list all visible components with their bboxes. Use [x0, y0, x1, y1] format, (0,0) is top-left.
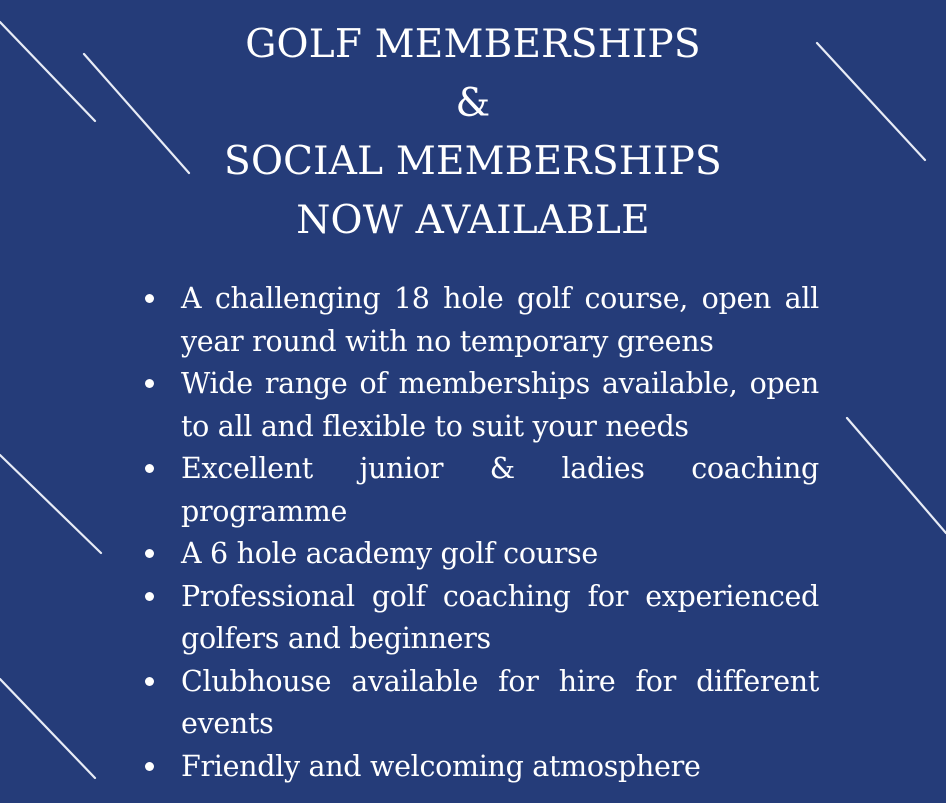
- feature-text: Professional golf coaching for experienced golfers and beginners: [181, 579, 819, 655]
- decorative-line-bottom-left: [0, 679, 95, 778]
- bullet-icon: [145, 762, 154, 771]
- decorative-line-middle-left: [0, 455, 101, 553]
- feature-text: Wide range of memberships available, open to all and flexible to suit your needs: [181, 367, 819, 443]
- bullet-icon: [145, 294, 154, 303]
- headline-now-available: NOW AVAILABLE: [296, 197, 650, 243]
- feature-item-coaching-programme: [181, 448, 819, 533]
- feature-item-academy-course: [181, 533, 819, 576]
- bullet-icon: [145, 677, 154, 686]
- feature-item-atmosphere: [181, 746, 819, 789]
- decorative-line-middle-right: [847, 418, 946, 533]
- feature-item-memberships-range: [181, 363, 819, 448]
- feature-text: Excellent junior & ladies coaching programme: [181, 452, 819, 528]
- feature-list: [181, 278, 819, 788]
- bullet-icon: [145, 592, 154, 601]
- feature-text: Clubhouse available for hire for different events: [181, 664, 819, 740]
- headline: [0, 16, 946, 250]
- feature-text: A 6 hole academy golf course: [181, 537, 598, 570]
- feature-item-professional-coaching: [181, 576, 819, 661]
- bullet-icon: [145, 549, 154, 558]
- feature-text: A challenging 18 hole golf course, open all year round with no temporary greens: [181, 282, 819, 358]
- headline-golf-memberships: GOLF MEMBERSHIPS: [245, 22, 701, 67]
- feature-text: Friendly and welcoming atmosphere: [181, 749, 701, 783]
- feature-item-golf-course: [181, 278, 819, 363]
- headline-ampersand: &: [455, 80, 491, 126]
- bullet-icon: [145, 379, 154, 388]
- bullet-icon: [145, 464, 154, 473]
- feature-item-clubhouse-hire: [181, 661, 819, 746]
- headline-social-memberships: SOCIAL MEMBERSHIPS: [224, 139, 722, 184]
